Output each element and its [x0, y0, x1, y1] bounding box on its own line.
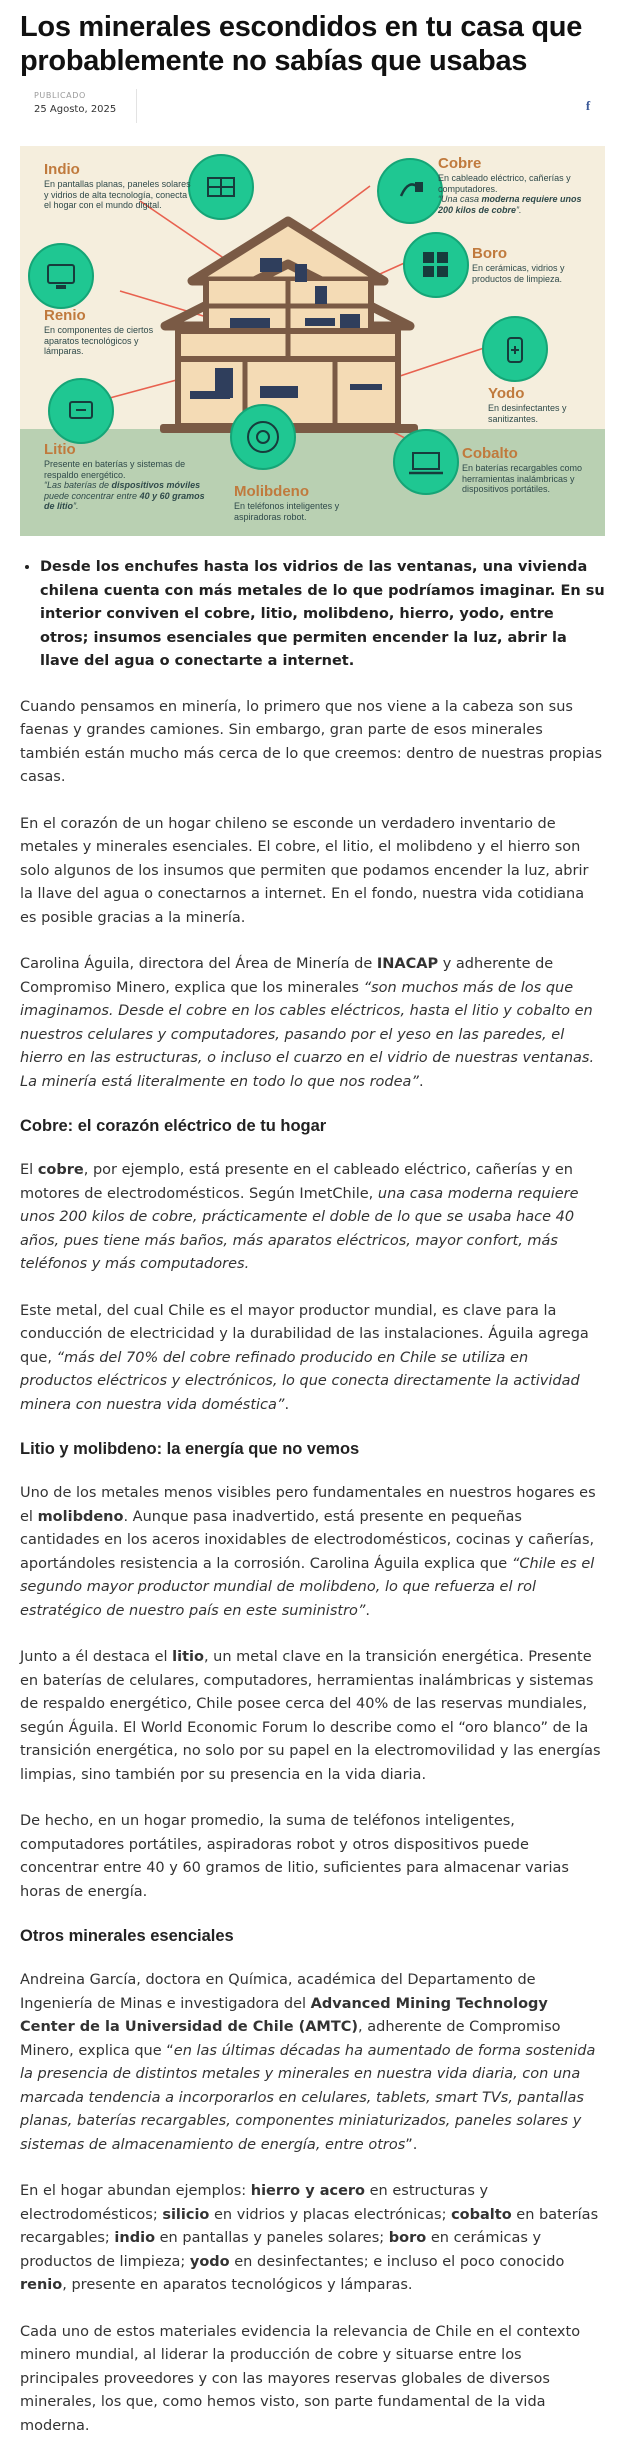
quote-bold: moderna requiere unos 200 kilos de cobre: [438, 194, 582, 215]
mineral-desc: En componentes de ciertos aparatos tecnológicos y lámparas.: [44, 325, 174, 357]
quote-text: ”.: [73, 501, 79, 511]
mineral-boro: [472, 246, 597, 284]
mineral-name: Yodo: [488, 386, 598, 402]
text: Uno de los metales menos visibles pero fundamentales en nuestros hogares es el: [20, 1485, 596, 1525]
bold-text: INACAP: [377, 956, 438, 972]
lead-text: • Desde los enchufes hasta los vidrios de las ventanas, una vivienda chilena cuenta con más metales de lo que podríamos imaginar. En su interior conviven el cobre, litio, molibdeno, hierro, yodo, entre otros; insumos esenciales que permiten encender la luz, abrir la llave del agua o conectarte a internet.: [40, 556, 605, 674]
mineral-name: Renio: [44, 308, 174, 324]
section-heading: Litio y molibdeno: la energía que no vemos: [20, 1440, 605, 1459]
paragraph: Cada uno de estos materiales evidencia la relevancia de Chile en el contexto minero mundial, al liderar la producción de cobre y situarse entre los principales proveedores y con las mayores reservas globales de diversos minerales, los que, como hemos visto, son parte fundamental de la vida moderna.: [20, 2321, 605, 2438]
text: Junto a él destaca el: [20, 1649, 172, 1665]
paragraph: En el corazón de un hogar chileno se esconde un verdadero inventario de metales y minerales esenciales. El cobre, el litio, el molibdeno y el hierro son solo algunos de los insumos que permiten que podamos encender la luz, abrir la llave del agua o conectarnos a internet. En el fondo, nuestra vida cotidiana es posible gracias a la minería.: [20, 813, 605, 931]
quote-text: “Las baterías de: [44, 480, 112, 490]
paragraph: [20, 1969, 605, 2157]
mineral-name: Litio: [44, 442, 214, 458]
bold-text: cobre: [38, 1162, 84, 1178]
paragraph: [20, 2180, 605, 2298]
section-heading: Cobre: el corazón eléctrico de tu hogar: [20, 1117, 605, 1136]
mineral-desc: Presente en baterías y sistemas de respaldo energético.: [44, 459, 214, 480]
mineral-desc: En pantallas planas, paneles solares y vidrios de alta tecnología, conecta el hogar con el mundo digital.: [44, 179, 194, 211]
bold-text: molibdeno: [38, 1509, 124, 1525]
mineral-cobre: [438, 156, 588, 215]
quote-text: una casa moderna requiere unos 200 kilos de cobre, prácticamente el doble de lo que se usaba hace 40 años, pues tiene más baños, más aparatos eléctricos, mayor confort, más teléfonos y más computadores.: [20, 1186, 579, 1273]
boro-icon: [403, 232, 469, 298]
quote-text: puede concentrar entre: [44, 491, 140, 501]
text: ”.: [405, 2137, 417, 2153]
quote-bold: dispositivos móviles: [112, 480, 201, 490]
bold-text: boro: [389, 2230, 426, 2246]
quote-text: “Chile es el segundo mayor productor mundial de molibdeno, lo que refuerza el rol estratégico de nuestro país en este suministro”: [20, 1556, 594, 1619]
bold-text: litio: [172, 1649, 204, 1665]
mineral-renio: [44, 308, 174, 357]
paragraph: [20, 1300, 605, 1418]
robot-vacuum-icon: [230, 404, 296, 470]
text: en desinfectantes; e incluso el poco conocido: [230, 2254, 565, 2270]
quote-text: “Una casa: [438, 194, 482, 204]
quote-text: en las últimas décadas ha aumentado de forma sostenida la presencia de distintos metales y minerales en nuestra vida diaria, con una marcada tendencia a incorporarlos en celulares, tablets, smart TVs, pantallas planas, baterías recargables, componentes miniaturizados, paneles solares y sistemas de almacenamiento de energía, entre otros: [20, 2043, 595, 2153]
laptop-icon: [393, 429, 459, 495]
article-meta: [20, 89, 605, 123]
solar-panel-icon: [188, 154, 254, 220]
mineral-molibdeno: [234, 484, 384, 522]
bold-text: hierro y acero: [251, 2183, 365, 2199]
mineral-name: Cobre: [438, 156, 588, 172]
quote-text: “más del 70% del cobre refinado producido en Chile se utiliza en productos eléctricos y electrónicos, lo que conecta directamente la actividad minera con nuestra vida doméstica”: [20, 1350, 580, 1413]
mineral-name: Boro: [472, 246, 597, 262]
bold-text: silicio: [162, 2207, 209, 2223]
text: Este metal, del cual Chile es el mayor productor mundial, es clave para la conducción de electricidad y la durabilidad de las instalaciones. Águila agrega que,: [20, 1303, 589, 1366]
litio-icon: [48, 378, 114, 444]
mineral-desc: En cerámicas, vidrios y productos de limpieza.: [472, 263, 597, 284]
publish-date: 25 Agosto, 2025: [34, 104, 136, 115]
mineral-quote: [438, 194, 588, 215]
text: En el hogar abundan ejemplos:: [20, 2183, 251, 2199]
mineral-indio: [44, 162, 194, 211]
yodo-icon: [482, 316, 548, 382]
mineral-name: Molibdeno: [234, 484, 384, 500]
mineral-desc: En baterías recargables como herramientas inalámbricas y dispositivos portátiles.: [462, 463, 592, 495]
plug-icon: [377, 158, 443, 224]
bold-text: renio: [20, 2277, 62, 2293]
paragraph: [20, 953, 605, 1094]
text: en baterías recargables;: [20, 2207, 598, 2247]
lead-list: [20, 556, 605, 674]
text: , adherente de Compromiso Minero, explica que “: [20, 2019, 561, 2059]
publish-block: [20, 89, 137, 123]
quote-text: ”.: [516, 205, 522, 215]
bold-text: yodo: [190, 2254, 230, 2270]
text: en estructuras y electrodomésticos;: [20, 2183, 488, 2223]
mineral-quote: [44, 480, 214, 512]
mineral-cobalto: [462, 446, 592, 495]
paragraph: [20, 1482, 605, 1623]
text: en vidrios y placas electrónicas;: [209, 2207, 451, 2223]
mineral-desc: En cableado eléctrico, cañerías y computadores.: [438, 173, 588, 194]
paragraph: Cuando pensamos en minería, lo primero que nos viene a la cabeza son sus faenas y grandes camiones. Sin embargo, gran parte de esos minerales también están mucho más cerca de lo que creemos: dentro de nuestras propias casas.: [20, 696, 605, 790]
text: Andreina García, doctora en Química, académica del Departamento de Ingeniería de Minas e investigadora del: [20, 1972, 536, 2012]
page-title: Los minerales escondidos en tu casa que probablemente no sabías que usabas: [20, 10, 605, 78]
paragraph: De hecho, en un hogar promedio, la suma de teléfonos inteligentes, computadores portátiles, aspiradoras robot y otros dispositivos puede concentrar entre 40 y 60 gramos de litio, suficientes para almacenar varias horas de energía.: [20, 1810, 605, 1904]
text: en cerámicas y productos de limpieza;: [20, 2230, 541, 2270]
published-label: PUBLICADO: [34, 91, 136, 100]
text: .: [284, 1397, 289, 1413]
text: en pantallas y paneles solares;: [155, 2230, 389, 2246]
bold-text: cobalto: [451, 2207, 512, 2223]
article: [0, 10, 625, 2438]
minerals-infographic: [20, 146, 605, 536]
text: , presente en aparatos tecnológicos y lámparas.: [62, 2277, 412, 2293]
paragraph: [20, 1646, 605, 1787]
indio-icon: [28, 243, 94, 309]
quote-text: “son muchos más de los que imaginamos. Desde el cobre en los cables eléctricos, hasta el litio y cobalto en nuestros celulares y computadores, pasando por el yeso en las paredes, el hierro en las estructuras, o incluso el cuarzo en el vidrio de nuestras ventanas. La minería está literalmente en todo lo que nos rodea”: [20, 980, 594, 1090]
facebook-icon[interactable]: f: [581, 99, 595, 113]
mineral-name: Cobalto: [462, 446, 592, 462]
section-heading: Otros minerales esenciales: [20, 1927, 605, 1946]
mineral-yodo: [488, 386, 598, 424]
text: .: [419, 1074, 424, 1090]
text: y adherente de Compromiso Minero, explica que los minerales: [20, 956, 553, 996]
mineral-desc: En desinfectantes y sanitizantes.: [488, 403, 598, 424]
text: Carolina Águila, directora del Área de Minería de: [20, 956, 377, 972]
paragraph: [20, 1159, 605, 1277]
mineral-desc: En teléfonos inteligentes y aspiradoras robot.: [234, 501, 384, 522]
bold-text: Advanced Mining Technology Center de la Universidad de Chile (AMTC): [20, 1996, 548, 2036]
text: El: [20, 1162, 38, 1178]
bold-text: indio: [114, 2230, 155, 2246]
text: .: [365, 1603, 370, 1619]
text: , por ejemplo, está presente en el cableado eléctrico, cañerías y en motores de electrodomésticos. Según ImetChile,: [20, 1162, 573, 1202]
quote-bold: 40 y 60 gramos de litio: [44, 491, 205, 512]
text: , un metal clave en la transición energética. Presente en baterías de celulares, computadores, herramientas inalámbricas y sistemas de respaldo energético, Chile posee cerca del 40% de las reservas mundiales, según Águila. El World Economic Forum lo describe como el “oro blanco” de la transición energética, no solo por su papel en la electromovilidad y las energías limpias, sino también por su presencia en la vida diaria.: [20, 1649, 601, 1783]
mineral-name: Indio: [44, 162, 194, 178]
text: . Aunque pasa inadvertido, está presente en pequeñas cantidades en los aceros inoxidables de electrodomésticos, cocinas y cañerías, aportándoles resistencia a la corrosión. Carolina Águila explica que: [20, 1509, 594, 1572]
mineral-litio: [44, 442, 214, 512]
